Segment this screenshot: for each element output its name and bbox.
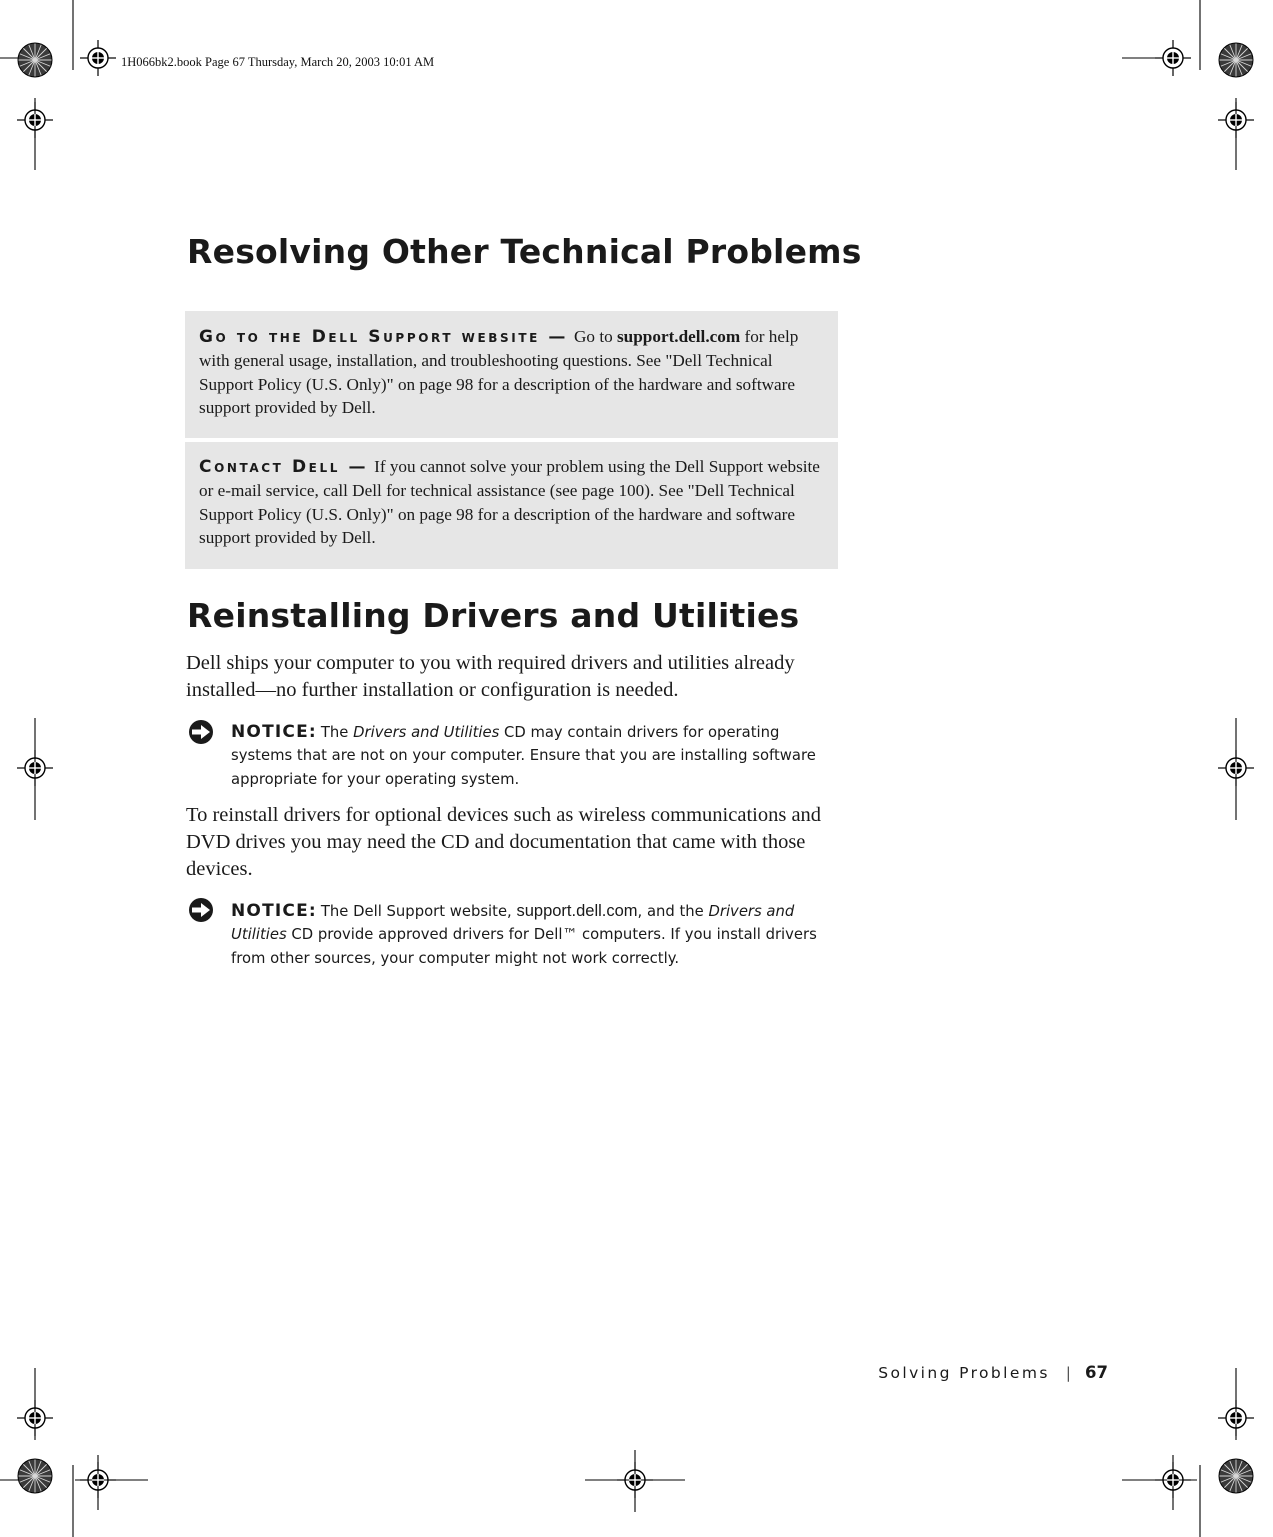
registration-mark-icon — [1218, 750, 1254, 786]
support-link[interactable]: support.dell.com — [516, 902, 638, 920]
registration-mark-icon — [17, 1400, 53, 1436]
starburst-target-icon — [1219, 43, 1253, 77]
notice-text-mid: , and the — [637, 903, 709, 920]
registration-mark-icon — [617, 1462, 653, 1498]
body-paragraph: Dell ships your computer to you with required drivers and utilities already installed—no further installation or configuration is needed. — [186, 652, 795, 701]
support-link[interactable]: support.dell.com — [616, 327, 741, 346]
footer-section-title: Solving Problems — [878, 1364, 1050, 1382]
tip-text-post: for help with general usage, installation, and troubleshooting questions. See "Dell Technical Support Policy (U.S. Only)" on page 98 for a description of the hardware and software support provided by Dell. — [199, 327, 799, 418]
notice-arrow-icon — [186, 897, 218, 923]
body-paragraph: To reinstall drivers for optional devices such as wireless communications and DVD drives you may need the CD and documentation that came with those devices. — [186, 804, 822, 880]
footer-separator: | — [1065, 1364, 1072, 1382]
notice-arrow-icon — [186, 719, 218, 745]
tip-support-website — [185, 311, 838, 438]
notice-text-pre: The Dell Support website, — [320, 903, 517, 920]
registration-mark-icon — [1218, 1400, 1254, 1436]
tip-lead: Go to the Dell Support website — — [199, 327, 569, 347]
registration-mark-icon — [1155, 1462, 1191, 1498]
notice-text-pre: The — [320, 724, 354, 741]
registration-mark-icon — [80, 40, 116, 76]
notice-label: NOTICE: — [231, 901, 317, 921]
starburst-target-icon — [18, 1459, 52, 1493]
tip-text-pre: Go to — [574, 327, 617, 346]
book-imprint: 1H066bk2.book Page 67 Thursday, March 20, 2003 10:01 AM — [121, 55, 435, 69]
notice-italic: Drivers and Utilities — [231, 903, 795, 944]
notice-drivers-cd — [231, 721, 841, 791]
registration-mark-icon — [1155, 40, 1191, 76]
notice-approved-drivers — [231, 900, 841, 970]
registration-mark-icon — [17, 102, 53, 138]
registration-mark-icon — [80, 1462, 116, 1498]
tip-contact-dell — [185, 442, 838, 569]
page-number: 67 — [1085, 1363, 1108, 1382]
section-title-reinstalling: Reinstalling Drivers and Utilities — [187, 596, 800, 635]
section-title-resolving: Resolving Other Technical Problems — [187, 232, 862, 271]
notice-label: NOTICE: — [231, 722, 317, 742]
starburst-target-icon — [1219, 1459, 1253, 1493]
starburst-target-icon — [18, 43, 52, 77]
page-footer — [878, 1363, 1108, 1382]
tip-lead: Contact Dell — — [199, 457, 369, 477]
registration-mark-icon — [17, 750, 53, 786]
notice-text-post: CD may contain drivers for operating systems that are not on your computer. Ensure that you are installing software appropriate for your operating system. — [231, 724, 816, 788]
tip-text: If you cannot solve your problem using the Dell Support website or e-mail service, call Dell for technical assistance (see page 100). See "Dell Technical Support Policy (U.S. Only)" on page 98 for a description of the hardware and software support provided by Dell. — [199, 457, 820, 548]
notice-text-post: CD provide approved drivers for Dell™ computers. If you install drivers from other sources, your computer might not work correctly. — [231, 926, 817, 967]
notice-italic: Drivers and Utilities — [353, 724, 500, 741]
registration-mark-icon — [1218, 102, 1254, 138]
